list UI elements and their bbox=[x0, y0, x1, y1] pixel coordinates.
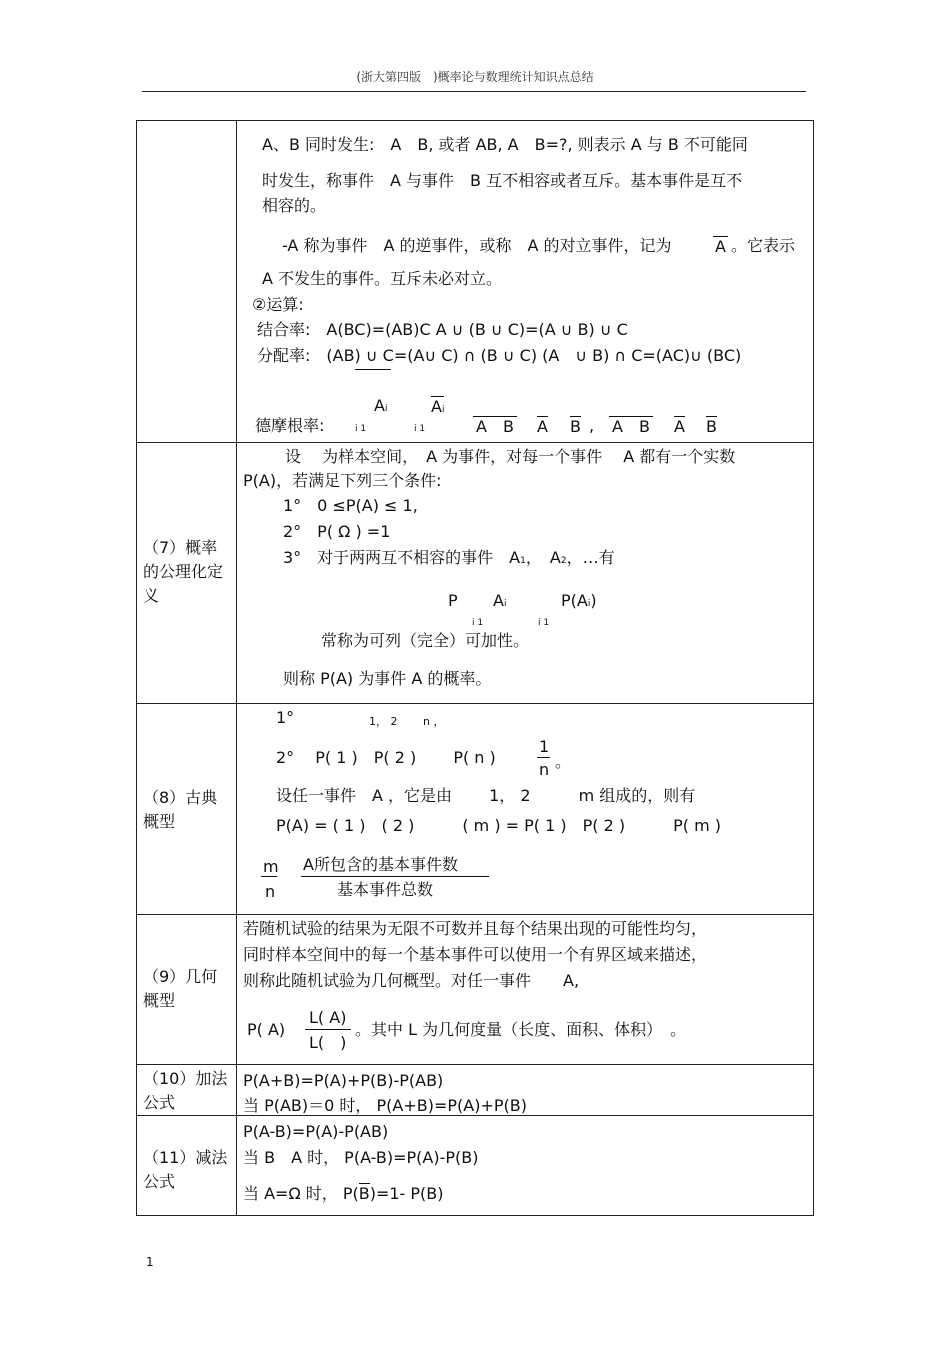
fraction-bar bbox=[537, 757, 550, 758]
page-number: 1 bbox=[146, 1255, 154, 1269]
row-content bbox=[237, 915, 814, 1065]
fraction-denominator: 基本事件总数 bbox=[337, 880, 434, 899]
text-line: 同时样本空间中的每一个基本事件可以使用一个有界区域来描述， bbox=[243, 945, 708, 964]
table-row bbox=[137, 1116, 814, 1216]
text-line: 3° 对于两两互不相容的事件 A1， A2，…有 bbox=[283, 548, 615, 567]
text-line: 1° 0 ≤P(A) ≤ 1, bbox=[283, 496, 418, 515]
fraction-bar bbox=[301, 876, 489, 877]
table-row bbox=[137, 915, 814, 1065]
fraction-numerator: A所包含的基本事件数 bbox=[303, 855, 458, 874]
table-row bbox=[137, 443, 814, 704]
row-label-text: （9）几何概型 bbox=[143, 967, 218, 1010]
formula-term: A bbox=[674, 417, 685, 436]
text-line: 常称为可列（完全）可加性。 bbox=[321, 631, 530, 650]
text-line: 分配率: (AB) ∪ C=(A∪ C) ∩ (B ∪ C) (A ∪ B) ∩ C=(AC)∪ (BC) bbox=[257, 346, 742, 365]
row-label bbox=[137, 443, 237, 704]
text-line: ②运算: bbox=[252, 295, 304, 314]
formula-term: Ai bbox=[431, 396, 444, 420]
row-label bbox=[137, 1065, 237, 1116]
formula-term: P( A) bbox=[247, 1020, 286, 1039]
fraction-denominator: n bbox=[539, 760, 550, 779]
row-content bbox=[237, 704, 814, 915]
text-line: 则称此随机试验为几何概型。对任一事件 A, bbox=[243, 971, 580, 990]
row-label bbox=[137, 915, 237, 1065]
header-rule bbox=[142, 91, 806, 92]
table-row bbox=[137, 1065, 814, 1116]
text-line: 。其中 L 为几何度量（长度、面积、体积） 。 bbox=[355, 1020, 687, 1039]
formula-subscript: i 1 bbox=[414, 424, 426, 434]
text-line: 1， 2 n ， bbox=[369, 715, 445, 728]
union-bar bbox=[355, 369, 391, 370]
text-line: A、B 同时发生: A B, 或者 AB, A B=?, 则表示 A 与 B 不可能同 bbox=[262, 135, 748, 154]
fraction-numerator: m bbox=[263, 857, 279, 876]
text-line: 。 bbox=[555, 752, 572, 771]
text-line: 1° bbox=[276, 708, 295, 727]
row-label-text: （10）加法公式 bbox=[143, 1069, 228, 1112]
text-line: A 不发生的事件。互斥未必对立。 bbox=[262, 269, 503, 288]
fraction-numerator: L( A) bbox=[309, 1008, 347, 1027]
text-line: 当 B A 时， P(A-B)=P(A)-P(B) bbox=[243, 1148, 479, 1167]
text-line: 2° P( 1 ) P( 2 ) P( n ) bbox=[276, 748, 496, 767]
text-line: 当 P(AB)＝0 时， P(A+B)=P(A)+P(B) bbox=[243, 1096, 527, 1115]
formula-term: A bbox=[537, 417, 548, 436]
fraction-bar bbox=[305, 1029, 351, 1030]
text-line: 设任一事件 A ，它是由 1， 2 m 组成的，则有 bbox=[276, 786, 696, 805]
text-line: 时发生，称事件 A 与事件 B 互不相容或者互斥。基本事件是互不 bbox=[262, 171, 743, 190]
row-label bbox=[137, 704, 237, 915]
text-line: 相容的。 bbox=[262, 196, 327, 215]
formula-term: B bbox=[570, 417, 581, 436]
formula-subscript: i 1 bbox=[355, 424, 367, 434]
formula-term: A B bbox=[609, 416, 653, 437]
text-line: 2° P( Ω ) =1 bbox=[283, 522, 391, 541]
page-header-title: (浙大第四版 )概率论与数理统计知识点总结 bbox=[356, 70, 594, 84]
formula-subscript: i 1 bbox=[538, 618, 550, 628]
notes-table bbox=[136, 120, 814, 1216]
row-label-empty bbox=[137, 121, 237, 443]
table-row bbox=[137, 121, 814, 443]
fraction-bar bbox=[261, 876, 277, 877]
formula-subscript: i 1 bbox=[472, 618, 484, 628]
row-content bbox=[237, 1116, 814, 1216]
formula-term: Ai bbox=[374, 396, 388, 415]
text-line: P(A) = ( 1 ) ( 2 ) ( m ) = P( 1 ) P( 2 ) P( m ) bbox=[276, 816, 722, 835]
formula-term: P(Ai) bbox=[561, 591, 597, 610]
formula-term: , bbox=[589, 416, 595, 435]
row-label bbox=[137, 1116, 237, 1216]
text-line: 设 为样本空间， A 为事件，对每一个事件 A 都有一个实数 bbox=[285, 447, 736, 466]
row-label-text: （8）古典概型 bbox=[143, 788, 218, 831]
row-content bbox=[237, 1065, 814, 1116]
formula-term: Ai bbox=[493, 591, 507, 610]
complement-symbol: A bbox=[715, 237, 726, 256]
fraction-numerator: 1 bbox=[539, 737, 550, 756]
text-line: 当 A=Ω 时， P(B)=1- P(B) bbox=[243, 1184, 444, 1203]
text-line: 则称 P(A) 为事件 A 的概率。 bbox=[283, 669, 492, 688]
de-morgan-label: 德摩根率: bbox=[255, 416, 325, 435]
row-label-text: （11）减法公式 bbox=[143, 1148, 228, 1191]
row-content bbox=[237, 443, 814, 704]
text-line: 结合率: A(BC)=(AB)C A ∪ (B ∪ C)=(A ∪ B) ∪ C bbox=[257, 320, 628, 339]
table-row bbox=[137, 704, 814, 915]
text-line: P(A+B)=P(A)+P(B)-P(AB) bbox=[243, 1071, 444, 1090]
text-line: -A 称为事件 A 的逆事件，或称 A 的对立事件，记为 bbox=[282, 236, 672, 255]
formula-term: A B bbox=[473, 416, 517, 437]
text-line: P(A)，若满足下列三个条件: bbox=[243, 471, 442, 490]
formula-term: P bbox=[448, 591, 458, 610]
text-line: 。它表示 bbox=[731, 236, 796, 255]
fraction-denominator: L( ) bbox=[309, 1033, 347, 1052]
fraction-denominator: n bbox=[265, 882, 276, 901]
row-label-text: （7）概率的公理化定义 bbox=[143, 538, 224, 605]
row-content bbox=[237, 121, 814, 443]
text-line: 若随机试验的结果为无限不可数并且每个结果出现的可能性均匀， bbox=[243, 919, 708, 938]
text-line: P(A-B)=P(A)-P(AB) bbox=[243, 1122, 389, 1141]
formula-term: B bbox=[706, 417, 717, 436]
